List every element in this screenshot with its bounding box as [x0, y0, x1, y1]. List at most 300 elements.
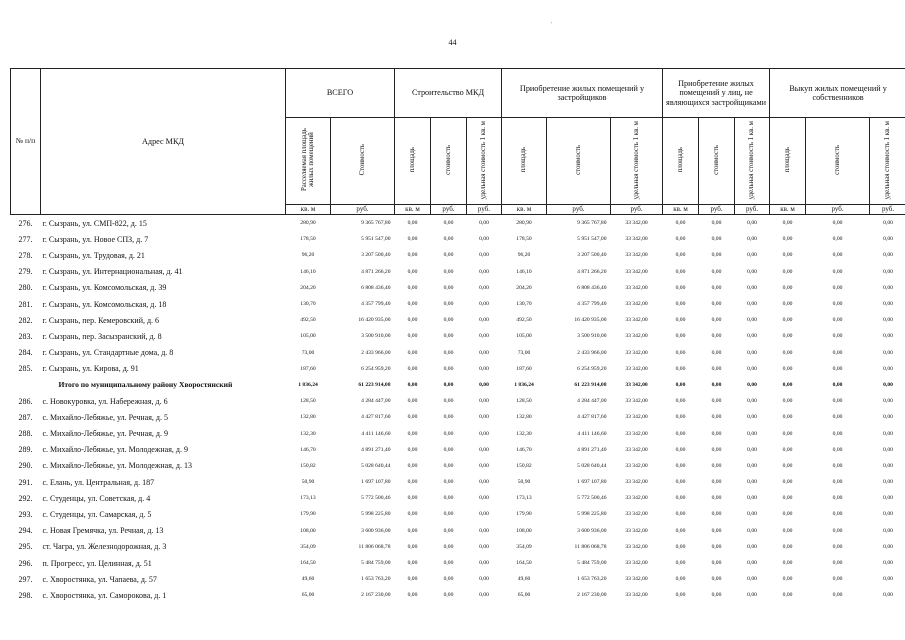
row-value: 0,00	[832, 398, 843, 405]
header-sub-unit-cost: удельная стоимость 1 кв. м	[467, 118, 502, 205]
row-value: 0,00	[675, 252, 686, 259]
header-sub-area: площадь	[770, 118, 806, 205]
row-value: 0,00	[443, 543, 454, 550]
row-number: 290.	[18, 461, 33, 471]
row-value: 0,00	[832, 576, 843, 583]
row-number: 279.	[18, 267, 33, 277]
row-address: ст. Чагра, ул. Железнодорожная, д. 3	[42, 542, 167, 552]
row-value: 4 411 146,60	[577, 430, 607, 437]
row-number: 282.	[18, 315, 33, 325]
row-value: 132,30	[300, 430, 316, 437]
row-value: 132,30	[516, 430, 532, 437]
row-value: 0,00	[782, 462, 793, 469]
row-number: 295.	[18, 542, 33, 552]
table-row	[11, 345, 905, 361]
row-value: 0,00	[832, 317, 843, 324]
table-row	[11, 409, 905, 425]
row-value: 0,00	[832, 236, 843, 243]
row-value: 65,00	[301, 592, 315, 599]
row-address: п. Прогресс, ул. Целинная, д. 51	[42, 558, 152, 568]
row-value: 0,00	[883, 301, 893, 308]
row-value: 3 600 936,00	[361, 527, 391, 534]
row-value: 0,00	[407, 333, 418, 340]
row-address: г. Сызрань, пер. Кемеровский, д. 6	[42, 315, 160, 325]
row-value: 0,00	[883, 365, 893, 372]
row-value: 0,00	[407, 543, 418, 550]
row-value: 0,00	[407, 511, 418, 518]
row-value: 0,00	[782, 495, 793, 502]
row-value: 173,13	[300, 495, 316, 502]
row-value: 0,00	[711, 576, 722, 583]
row-value: 0,00	[782, 527, 793, 534]
row-value: 0,00	[782, 220, 793, 227]
row-value: 0,00	[711, 398, 722, 405]
row-value: 5 998 225,80	[577, 511, 607, 518]
row-value: 0,00	[711, 349, 722, 356]
row-value: 0,00	[675, 333, 686, 340]
row-value: 0,00	[711, 462, 722, 469]
row-value: 108,00	[300, 527, 316, 534]
row-value: 5 028 640,44	[577, 462, 607, 469]
row-value: 0,00	[747, 462, 757, 469]
row-value: 0,00	[443, 317, 454, 324]
row-value: 0,00	[407, 236, 418, 243]
row-value: 0,00	[479, 252, 489, 259]
row-number: 285.	[18, 364, 33, 374]
row-value: 146,10	[300, 268, 316, 275]
row-value: 4 284 447,00	[361, 398, 391, 405]
header-sub-unit-cost: удельная стоимость 1 кв. м	[611, 118, 663, 205]
row-value: 0,00	[711, 430, 722, 437]
row-address: с. Студенцы, ул. Советская, д. 4	[42, 493, 151, 503]
row-value: 0,00	[832, 365, 843, 372]
row-value: 0,00	[675, 317, 686, 324]
row-value: 0,00	[883, 446, 893, 453]
row-value: 0,00	[747, 236, 757, 243]
row-number: 281.	[18, 299, 33, 309]
row-value: 0,00	[711, 220, 722, 227]
row-value: 33 342,00	[625, 576, 648, 583]
resettlement-table	[10, 68, 905, 604]
row-number: 284.	[18, 348, 33, 358]
row-value: 0,00	[711, 252, 722, 259]
unit-sqm: кв. м	[663, 205, 699, 215]
header-sub-unit-cost: удельная стоимость 1 кв. м	[870, 118, 905, 205]
row-value: 9 365 767,80	[577, 220, 607, 227]
row-value: 0,00	[675, 462, 686, 469]
row-value: 0,00	[407, 495, 418, 502]
row-value: 280,90	[516, 220, 532, 227]
row-value: 0,00	[747, 543, 757, 550]
row-value: 0,00	[782, 414, 793, 421]
header-sub-area: площадь	[502, 118, 547, 205]
row-value: 0,00	[443, 511, 454, 518]
row-value: 146,10	[516, 268, 532, 275]
row-value: 0,00	[883, 495, 893, 502]
row-value: 3 500 910,00	[577, 333, 607, 340]
row-address: с. Михайло-Лебяжье, ул. Речная, д. 9	[42, 429, 168, 439]
row-value: 0,00	[782, 349, 793, 356]
row-value: 0,00	[711, 511, 722, 518]
row-value: 0,00	[883, 284, 893, 291]
row-value: 4 891 271,40	[577, 446, 607, 453]
row-value: 0,00	[747, 527, 757, 534]
row-value: 96,20	[517, 252, 531, 259]
row-value: 0,00	[832, 349, 843, 356]
row-value: 0,00	[479, 576, 489, 583]
row-value: 0,00	[832, 220, 843, 227]
row-value: 0,00	[832, 511, 843, 518]
row-value: 0,00	[479, 268, 489, 275]
row-value: 3 207 500,40	[361, 252, 391, 259]
row-value: 108,00	[516, 527, 532, 534]
row-value: 33 342,00	[625, 220, 648, 227]
row-value: 150,82	[516, 462, 532, 469]
row-value: 0,00	[443, 349, 454, 356]
row-number: 283.	[18, 331, 33, 341]
row-value: 0,00	[479, 462, 489, 469]
row-value: 132,80	[516, 414, 532, 421]
row-value: 6 808 436,40	[361, 284, 391, 291]
table-row	[11, 587, 905, 603]
row-value: 0,00	[782, 268, 793, 275]
row-value: 2 167 230,00	[577, 592, 607, 599]
row-value: 0,00	[832, 301, 843, 308]
table-row	[11, 280, 905, 296]
row-value: 0,00	[782, 398, 793, 405]
row-value: 0,00	[479, 220, 489, 227]
row-value: 0,00	[711, 495, 722, 502]
unit-rub: руб.	[806, 205, 870, 215]
row-value: 1 836,24	[298, 381, 318, 388]
row-value: 1 653 763,20	[577, 576, 607, 583]
table-row	[11, 312, 905, 328]
header-sub-total-cost: Стоимость	[331, 118, 395, 205]
row-value: 33 342,00	[625, 495, 648, 502]
row-value: 0,00	[479, 365, 489, 372]
table-row	[11, 296, 905, 312]
row-value: 0,00	[479, 333, 489, 340]
row-value: 0,00	[782, 365, 793, 372]
header-sub-cost: стоимость	[547, 118, 611, 205]
row-value: 0,00	[883, 592, 893, 599]
row-value: 0,00	[675, 576, 686, 583]
row-value: 1 653 763,20	[361, 576, 391, 583]
row-value: 33 342,00	[625, 446, 648, 453]
row-value: 4 411 146,60	[361, 430, 391, 437]
row-value: 5 951 547,00	[577, 236, 607, 243]
row-value: 0,00	[711, 543, 722, 550]
row-value: 146,70	[516, 446, 532, 453]
row-number: 298.	[18, 590, 33, 600]
row-value: 0,00	[832, 381, 843, 388]
row-value: 0,00	[782, 301, 793, 308]
row-address: с. Елань, ул. Центральная, д. 187	[42, 477, 155, 487]
row-value: 0,00	[832, 560, 843, 567]
row-value: 0,00	[479, 284, 489, 291]
row-value: 0,00	[443, 301, 454, 308]
row-value: 0,00	[883, 333, 893, 340]
row-value: 0,00	[407, 527, 418, 534]
row-value: 0,00	[747, 430, 757, 437]
row-value: 33 342,00	[625, 592, 648, 599]
row-value: 105,00	[300, 333, 316, 340]
table-row	[11, 264, 905, 280]
row-value: 0,00	[675, 560, 686, 567]
row-value: 0,00	[782, 446, 793, 453]
row-value: 0,00	[747, 479, 757, 486]
row-value: 105,00	[516, 333, 532, 340]
row-value: 3 500 910,00	[361, 333, 391, 340]
row-value: 0,00	[479, 592, 489, 599]
row-value: 49,60	[517, 576, 531, 583]
row-value: 0,00	[443, 381, 454, 388]
row-value: 1 697 107,80	[577, 479, 607, 486]
header-group-non-developers: Приобретение жилых помещений у лиц, не являющихся застройщиками	[663, 69, 770, 118]
row-value: 0,00	[675, 301, 686, 308]
table-row	[11, 474, 905, 490]
row-value: 0,00	[883, 268, 893, 275]
table-row	[11, 361, 905, 377]
row-value: 1 836,24	[514, 381, 534, 388]
table-row	[11, 247, 905, 263]
row-value: 33 342,00	[625, 560, 648, 567]
row-value: 0,00	[443, 268, 454, 275]
row-address: г. Сызрань, ул. Комсомольская, д. 39	[42, 283, 167, 293]
row-value: 0,00	[747, 317, 757, 324]
row-address: с. Студенцы, ул. Самарская, д. 5	[42, 509, 152, 519]
row-value: 204,20	[300, 284, 316, 291]
row-value: 0,00	[407, 301, 418, 308]
table-row	[11, 328, 905, 344]
row-value: 6 254 959,20	[361, 365, 391, 372]
row-value: 0,00	[675, 349, 686, 356]
row-value: 0,00	[443, 333, 454, 340]
row-address: с. Новокуровка, ул. Набережная, д. 6	[42, 396, 168, 406]
row-value: 3 600 936,00	[577, 527, 607, 534]
row-value: 0,00	[443, 495, 454, 502]
row-value: 0,00	[443, 576, 454, 583]
row-value: 132,80	[300, 414, 316, 421]
row-value: 0,00	[747, 414, 757, 421]
row-value: 179,90	[300, 511, 316, 518]
row-value: 0,00	[479, 236, 489, 243]
row-value: 33 342,00	[625, 543, 648, 550]
row-value: 0,00	[675, 479, 686, 486]
row-value: 0,00	[407, 317, 418, 324]
row-value: 0,00	[675, 592, 686, 599]
row-value: 0,00	[711, 365, 722, 372]
row-value: 0,00	[782, 333, 793, 340]
row-value: 3 207 500,40	[577, 252, 607, 259]
row-value: 0,00	[883, 236, 893, 243]
header-address: Адрес МКД	[41, 69, 286, 215]
row-value: 0,00	[747, 349, 757, 356]
row-value: 0,00	[747, 495, 757, 502]
row-value: 0,00	[832, 252, 843, 259]
row-value: 354,09	[300, 543, 316, 550]
row-value: 0,00	[479, 414, 489, 421]
row-value: 0,00	[883, 560, 893, 567]
row-address: с. Михайло-Лебяжье, ул. Молодежная, д. 9	[42, 445, 188, 455]
row-value: 128,50	[300, 398, 316, 405]
row-value: 0,00	[443, 560, 454, 567]
row-value: 0,00	[883, 479, 893, 486]
row-value: 33 342,00	[625, 414, 648, 421]
row-value: 0,00	[675, 527, 686, 534]
row-value: 0,00	[675, 365, 686, 372]
row-address: г. Сызрань, пер. Засызранский, д. 8	[42, 331, 162, 341]
corner-mark: '	[551, 22, 553, 28]
row-value: 49,60	[301, 576, 315, 583]
row-value: 0,00	[711, 333, 722, 340]
table-row	[11, 523, 905, 539]
row-address: г. Сызрань, ул. СМП-822, д. 15	[42, 218, 147, 228]
row-value: 2 433 966,00	[361, 349, 391, 356]
row-value: 33 342,00	[625, 252, 648, 259]
row-value: 0,00	[407, 430, 418, 437]
row-value: 0,00	[479, 527, 489, 534]
row-value: 0,00	[782, 430, 793, 437]
row-value: 0,00	[883, 430, 893, 437]
row-value: 0,00	[711, 236, 722, 243]
header-group-buyout: Выкуп жилых помещений у собственников	[770, 69, 905, 118]
row-value: 9 365 767,80	[361, 220, 391, 227]
row-value: 0,00	[711, 446, 722, 453]
row-value: 73,00	[517, 349, 531, 356]
row-address: с. Михайло-Лебяжье, ул. Речная, д. 5	[42, 412, 168, 422]
row-value: 33 342,00	[625, 284, 648, 291]
row-value: 0,00	[832, 462, 843, 469]
row-value: 0,00	[675, 543, 686, 550]
row-value: 0,00	[711, 479, 722, 486]
row-value: 492,50	[516, 317, 532, 324]
row-number: 288.	[18, 429, 33, 439]
row-value: 0,00	[407, 381, 418, 388]
total-row	[11, 377, 905, 393]
header-sub-cost: стоимость	[431, 118, 467, 205]
row-number	[11, 377, 41, 393]
row-value: 128,50	[516, 398, 532, 405]
row-value: 16 420 935,00	[358, 317, 391, 324]
header-num: № п/п	[11, 69, 41, 215]
unit-rub: руб.	[735, 205, 770, 215]
row-value: 0,00	[407, 576, 418, 583]
row-number: 296.	[18, 558, 33, 568]
row-value: 0,00	[711, 592, 722, 599]
table-row	[11, 490, 905, 506]
row-value: 0,00	[479, 317, 489, 324]
header-group-developers: Приобретение жилых помещений у застройщиков	[502, 69, 663, 118]
row-value: 33 342,00	[625, 511, 648, 518]
table-row	[11, 539, 905, 555]
row-number: 294.	[18, 526, 33, 536]
row-value: 0,00	[479, 349, 489, 356]
row-value: 0,00	[747, 284, 757, 291]
row-number: 280.	[18, 283, 33, 293]
row-value: 0,00	[747, 398, 757, 405]
row-value: 0,00	[883, 398, 893, 405]
row-value: 0,00	[479, 479, 489, 486]
row-value: 0,00	[782, 543, 793, 550]
row-value: 0,00	[883, 576, 893, 583]
row-value: 0,00	[747, 511, 757, 518]
row-value: 0,00	[883, 414, 893, 421]
row-value: 0,00	[479, 560, 489, 567]
row-value: 33 342,00	[625, 349, 648, 356]
row-value: 33 342,00	[625, 381, 648, 388]
row-value: 0,00	[747, 560, 757, 567]
row-value: 0,00	[711, 381, 722, 388]
row-value: 0,00	[443, 446, 454, 453]
row-value: 0,00	[443, 398, 454, 405]
row-value: 0,00	[443, 252, 454, 259]
table-body	[11, 215, 905, 604]
table-row	[11, 555, 905, 571]
row-value: 130,70	[300, 301, 316, 308]
row-value: 0,00	[711, 560, 722, 567]
row-value: 0,00	[832, 430, 843, 437]
row-value: 33 342,00	[625, 301, 648, 308]
row-value: 50,90	[517, 479, 531, 486]
row-value: 0,00	[747, 381, 757, 388]
row-value: 0,00	[782, 560, 793, 567]
row-value: 4 357 799,40	[361, 301, 391, 308]
row-value: 0,00	[782, 479, 793, 486]
row-value: 280,90	[300, 220, 316, 227]
row-value: 4 427 817,60	[577, 414, 607, 421]
row-value: 0,00	[782, 252, 793, 259]
total-label: Итого по муниципальному району Хворостянский	[58, 380, 233, 390]
row-value: 0,00	[675, 414, 686, 421]
header-sub-unit-cost: удельная стоимость 1 кв. м	[735, 118, 770, 205]
row-value: 0,00	[782, 576, 793, 583]
row-value: 492,50	[300, 317, 316, 324]
row-value: 0,00	[832, 527, 843, 534]
row-value: 1 697 107,80	[361, 479, 391, 486]
row-value: 146,70	[300, 446, 316, 453]
row-address: г. Сызрань, ул. Комсомольская, д. 18	[42, 299, 167, 309]
row-number: 286.	[18, 396, 33, 406]
row-value: 0,00	[883, 349, 893, 356]
row-value: 0,00	[407, 365, 418, 372]
row-value: 0,00	[832, 333, 843, 340]
row-value: 4 871 266,20	[577, 268, 607, 275]
row-value: 130,70	[516, 301, 532, 308]
header-sub-cost: стоимость	[699, 118, 735, 205]
row-value: 0,00	[711, 317, 722, 324]
row-value: 0,00	[407, 414, 418, 421]
row-value: 0,00	[407, 479, 418, 486]
unit-rub: руб.	[467, 205, 502, 215]
row-value: 0,00	[407, 560, 418, 567]
row-value: 0,00	[832, 268, 843, 275]
row-address: с. Хворостянка, ул. Чапаева, д. 57	[42, 574, 157, 584]
row-value: 0,00	[747, 301, 757, 308]
row-value: 65,00	[517, 592, 531, 599]
row-value: 0,00	[711, 414, 722, 421]
row-number: 291.	[18, 477, 33, 487]
unit-rub: руб.	[699, 205, 735, 215]
row-address: г. Сызрань, ул. Стандартные дома, д. 8	[42, 348, 174, 358]
row-value: 0,00	[675, 236, 686, 243]
row-value: 61 223 914,08	[358, 381, 391, 388]
row-value: 187,60	[516, 365, 532, 372]
unit-sqm: кв. м	[502, 205, 547, 215]
row-value: 164,50	[300, 560, 316, 567]
row-value: 0,00	[711, 284, 722, 291]
row-value: 150,82	[300, 462, 316, 469]
